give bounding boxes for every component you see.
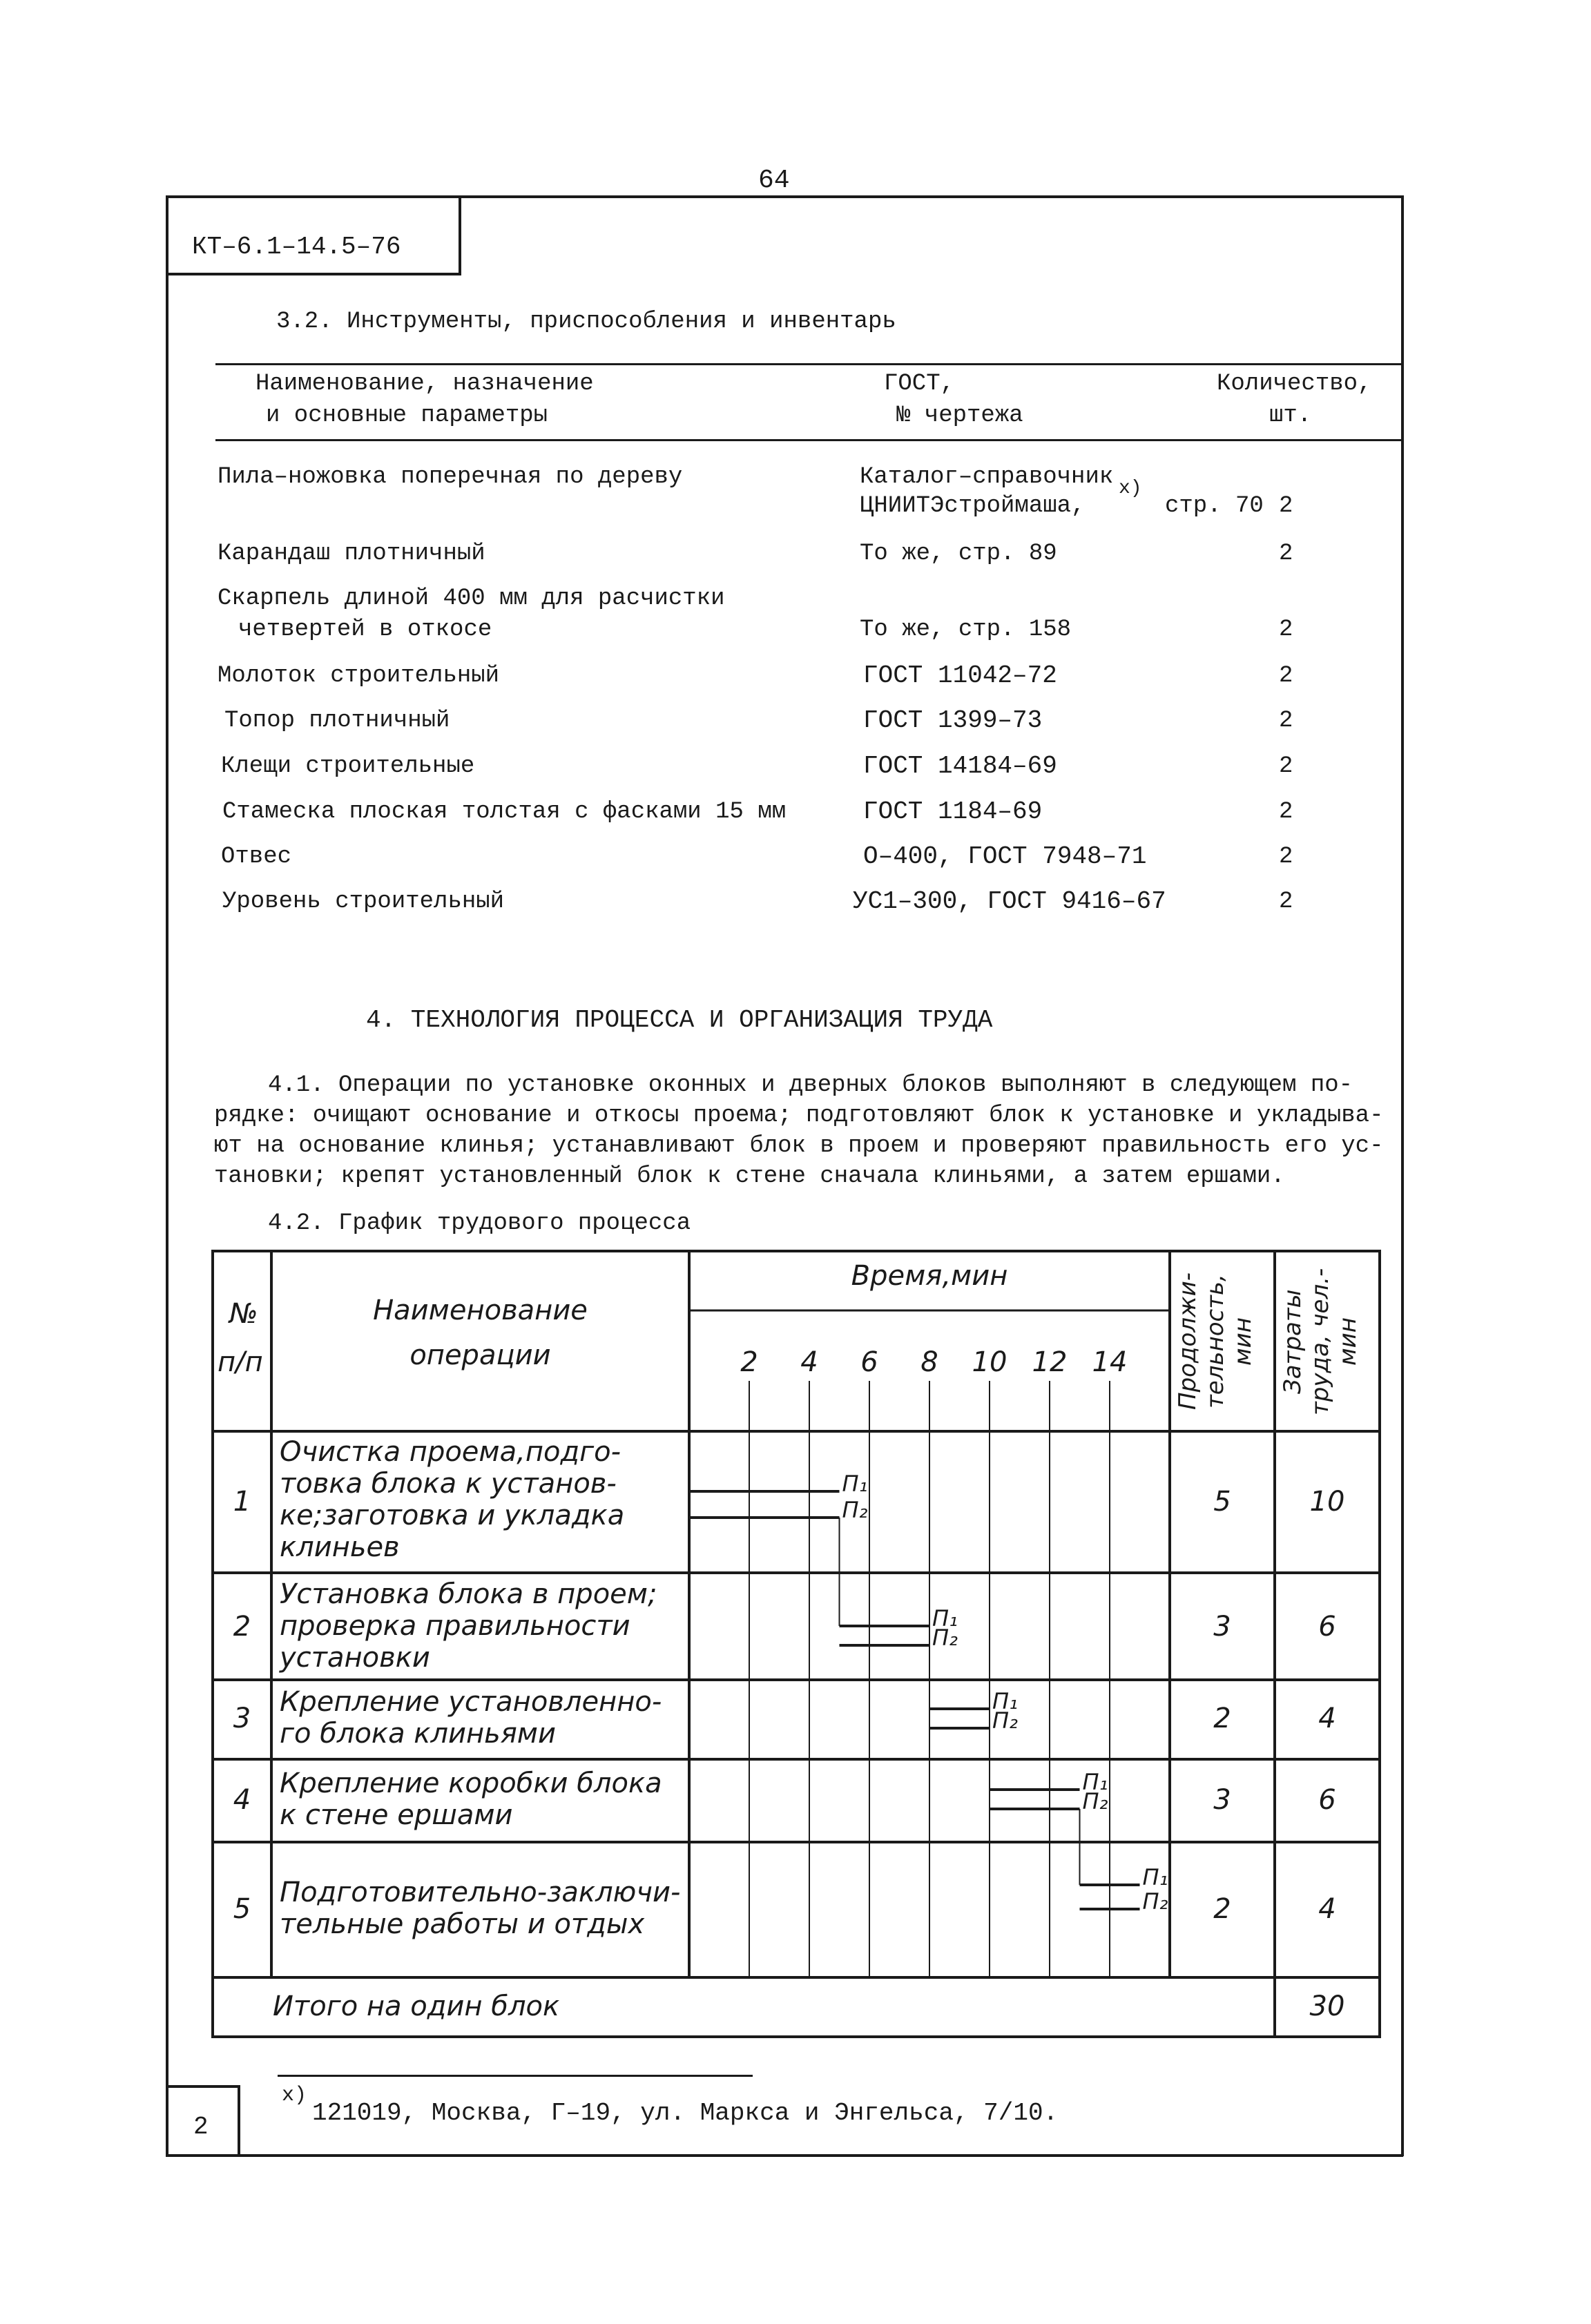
tool-qty: 2 [1279, 844, 1293, 870]
tools-col-name-line2: и основные параметры [266, 403, 548, 429]
operation-name-line: ке;заготовка и укладка [280, 1500, 625, 1531]
operation-number: 1 [233, 1486, 251, 1518]
header-labor: Затраты труда, чел.-мин [1279, 1268, 1362, 1415]
operation-number: 5 [233, 1893, 251, 1925]
tool-gost: ГОСТ 11042–72 [863, 661, 1057, 690]
time-tick-label: 4 [800, 1346, 818, 1378]
total-label: Итого на один блок [273, 1991, 560, 2022]
paragraph-line: рядке: очищают основание и откосы проема; подготовляют блок к установке и укладыва- [214, 1103, 1384, 1129]
operation-duration: 5 [1213, 1486, 1231, 1518]
paragraph-line: 4.1. Операции по установке оконных и дверных блоков выполняют в следующем по- [268, 1072, 1353, 1098]
worker-label: П₁ [1082, 1769, 1108, 1795]
worker-label: П₂ [1142, 1888, 1168, 1915]
tool-qty: 2 [1279, 663, 1293, 689]
tool-gost: О–400, ГОСТ 7948–71 [863, 842, 1147, 871]
time-tick-label: 10 [972, 1346, 1007, 1378]
tool-name: Уровень строительный [222, 889, 505, 915]
worker-label: П₂ [1082, 1788, 1108, 1814]
total-value: 30 [1309, 1991, 1345, 2022]
operation-number: 2 [233, 1611, 251, 1643]
header-operation-line2: операции [409, 1339, 551, 1371]
tool-gost: То же, стр. 158 [860, 617, 1072, 643]
operation-number: 4 [233, 1784, 251, 1816]
operation-duration: 3 [1213, 1784, 1231, 1816]
operation-name-line: тельные работы и отдых [280, 1908, 645, 1940]
operation-labor: 10 [1309, 1486, 1345, 1518]
schedule-title: 4.2. График трудового процесса [268, 1210, 691, 1237]
tool-name: Карандаш плотничный [218, 541, 485, 567]
operation-name-line: установки [280, 1642, 430, 1674]
time-tick-label: 12 [1032, 1346, 1068, 1378]
operation-duration: 2 [1213, 1893, 1231, 1925]
operation-duration: 3 [1213, 1611, 1231, 1643]
operation-name-line: товка блока к установ- [280, 1468, 617, 1500]
operation-name-line: Подготовительно-заключи- [280, 1877, 681, 1908]
operation-labor: 6 [1318, 1611, 1336, 1643]
tool-qty: 2 [1279, 799, 1293, 825]
tool-gost: УС1–300, ГОСТ 9416–67 [853, 887, 1166, 916]
tool-name: Пила–ножовка поперечная по дереву [218, 464, 683, 490]
tool-name: Клещи строительные [221, 753, 475, 779]
time-tick-label: 6 [860, 1346, 878, 1378]
tool-gost: То же, стр. 89 [860, 541, 1057, 567]
footnote-text: 121019, Москва, Г–19, ул. Маркса и Энгельса, 7/10. [312, 2099, 1059, 2127]
tool-gost: Каталог–справочник [860, 464, 1114, 490]
tools-col-gost-line1: ГОСТ, [884, 371, 955, 397]
tool-name: Скарпель длиной 400 мм для расчистки [218, 585, 725, 612]
worker-label: П₁ [992, 1688, 1018, 1714]
tool-name-cont: четвертей в откосе [238, 617, 492, 643]
tools-col-name-line1: Наименование, назначение [255, 371, 594, 397]
operation-name-line: Установка блока в проем; [280, 1578, 657, 1610]
operation-labor: 4 [1318, 1893, 1336, 1925]
time-tick-label: 8 [920, 1346, 938, 1378]
worker-label: П₁ [1142, 1864, 1168, 1890]
sheet-number: 2 [193, 2113, 209, 2141]
tool-gost-footnote-mark: х) [1119, 478, 1142, 499]
operation-labor: 6 [1318, 1784, 1336, 1816]
tool-gost: ГОСТ 14184–69 [863, 752, 1057, 780]
tools-col-qty-line1: Количество, [1217, 371, 1372, 397]
tool-name: Отвес [221, 844, 292, 870]
paragraph-line: тановки; крепят установленный блок к стене сначала клиньями, а затем ершами. [214, 1163, 1285, 1190]
tool-gost: ГОСТ 1399–73 [863, 706, 1043, 735]
footnote-rule [278, 2075, 753, 2077]
tool-name: Топор плотничный [224, 708, 450, 734]
doc-code: КТ–6.1–14.5–76 [192, 233, 401, 261]
operation-name-line: Крепление установленно- [280, 1686, 662, 1718]
tools-col-gost-line2: № чертежа [896, 403, 1023, 429]
section-title-technology: 4. ТЕХНОЛОГИЯ ПРОЦЕССА И ОРГАНИЗАЦИЯ ТРУДА [366, 1006, 993, 1034]
tool-qty: 2 [1279, 708, 1293, 734]
tool-qty: 2 [1279, 753, 1293, 779]
worker-label: П₂ [932, 1625, 958, 1651]
operation-labor: 4 [1318, 1703, 1336, 1734]
time-tick-label: 14 [1092, 1346, 1128, 1378]
page-number: 64 [758, 166, 790, 195]
tool-gost: ГОСТ 1184–69 [863, 797, 1043, 826]
tool-gost-page: стр. 70 [1165, 493, 1264, 519]
time-tick-label: 2 [740, 1346, 758, 1378]
operation-name-line: Очистка проема,подго- [280, 1436, 621, 1468]
tools-col-qty-line2: шт. [1269, 403, 1312, 429]
operation-name-line: клиньев [280, 1531, 400, 1563]
operation-name-line: проверка правильности [280, 1610, 630, 1642]
paragraph-line: ют на основание клинья; устанавливают блок в проем и проверяют правильность его ус- [214, 1133, 1384, 1159]
tool-qty: 2 [1279, 493, 1293, 519]
section-title-tools: 3.2. Инструменты, приспособления и инвентарь [276, 309, 896, 335]
sheet-box-top [166, 2085, 240, 2088]
tool-name: Стамеска плоская толстая с фасками 15 мм [222, 799, 787, 825]
operation-number: 3 [233, 1703, 251, 1734]
tool-qty: 2 [1279, 617, 1293, 643]
header-operation-line1: Наименование [373, 1295, 588, 1326]
sheet-box-right [238, 2085, 240, 2156]
tool-gost: ЦНИИТЭстроймаша, [860, 493, 1086, 519]
worker-label: П₁ [842, 1471, 868, 1497]
worker-label: П₁ [932, 1605, 958, 1631]
worker-label: П₂ [992, 1707, 1018, 1734]
footnote-mark: х) [282, 2084, 307, 2107]
header-num-label: п/п [218, 1346, 263, 1378]
tool-name: Молоток строительный [218, 663, 500, 689]
operation-duration: 2 [1213, 1703, 1231, 1734]
header-duration: Продолжи- тельность, мин [1174, 1272, 1257, 1411]
operation-name-line: к стене ершами [280, 1799, 513, 1831]
worker-label: П₂ [842, 1497, 868, 1523]
tool-qty: 2 [1279, 889, 1293, 915]
operation-name-line: Крепление коробки блока [280, 1768, 662, 1799]
tool-qty: 2 [1279, 541, 1293, 567]
header-num-symbol: № [229, 1298, 258, 1330]
header-time: Время,мин [851, 1260, 1008, 1292]
operation-name-line: го блока клиньями [280, 1718, 556, 1750]
